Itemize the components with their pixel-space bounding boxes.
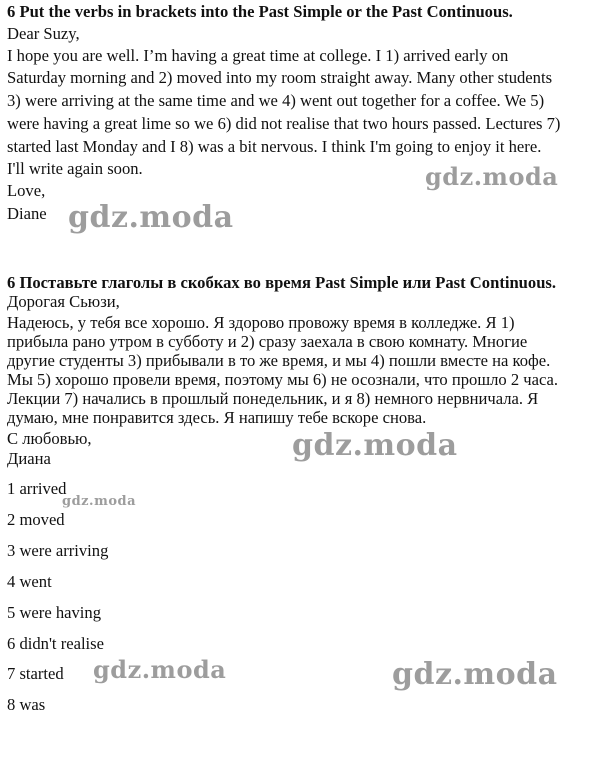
english-line: Diane (7, 204, 47, 223)
russian-line: думаю, мне понравится здесь. Я напишу тебе вскоре снова. (7, 408, 427, 427)
watermark: gdz.moda (292, 428, 458, 463)
answer-item: 3 were arriving (7, 541, 109, 560)
answer-item: 5 were having (7, 603, 101, 622)
russian-line: прибыла рано утром в субботу и 2) сразу заехала в свою комнату. Многие (7, 332, 528, 351)
answer-item: 7 started (7, 664, 64, 683)
russian-line: Диана (7, 449, 51, 468)
watermark: gdz.moda (392, 657, 558, 692)
russian-line: Мы 5) хорошо провели время, поэтому мы 6) не осознали, что прошло 2 часа. (7, 370, 559, 389)
english-line: started last Monday and I 8) was a bit nervous. I think I'm going to enjoy it here. (7, 137, 542, 156)
answer-item: 4 went (7, 572, 52, 591)
answer-item: 2 moved (7, 510, 65, 529)
english-line: Saturday morning and 2) moved into my room straight away. Many other students (7, 68, 553, 87)
russian-line: Лекции 7) начались в прошлый понедельник, и я 8) немного нервничала. Я (7, 389, 539, 408)
russian-line: другие студенты 3) прибывали в то же время, и мы 4) пошли вместе на кофе. (7, 351, 551, 370)
watermark: gdz.moda (425, 162, 559, 191)
english-line: 3) were arriving at the same time and we 4) went out together for a coffee. We 5) (7, 91, 545, 110)
english-line: I'll write again soon. (7, 159, 143, 178)
watermark: gdz.moda (93, 655, 227, 684)
watermark: gdz.moda (62, 494, 137, 509)
answer-item: 6 didn't realise (7, 634, 104, 653)
answer-item: 1 arrived (7, 479, 67, 498)
russian-line: Надеюсь, у тебя все хорошо. Я здорово провожу время в колледже. Я 1) (7, 313, 515, 332)
russian-line: С любовью, (7, 429, 92, 448)
english-line: Love, (7, 181, 46, 200)
english-line: I hope you are well. I’m having a great time at college. I 1) arrived early on (7, 46, 509, 65)
answer-item: 8 was (7, 695, 46, 714)
english-line: were having a great lime so we 6) did not realise that two hours passed. Lectures 7) (7, 114, 561, 133)
english-heading: 6 Put the verbs in brackets into the Past Simple or the Past Continuous. (7, 2, 513, 21)
russian-heading: 6 Поставьте глаголы в скобках во время Past Simple или Past Continuous. (7, 273, 557, 292)
russian-line: Дорогая Сьюзи, (7, 292, 120, 311)
watermark: gdz.moda (68, 200, 234, 235)
english-line: Dear Suzy, (7, 24, 80, 43)
